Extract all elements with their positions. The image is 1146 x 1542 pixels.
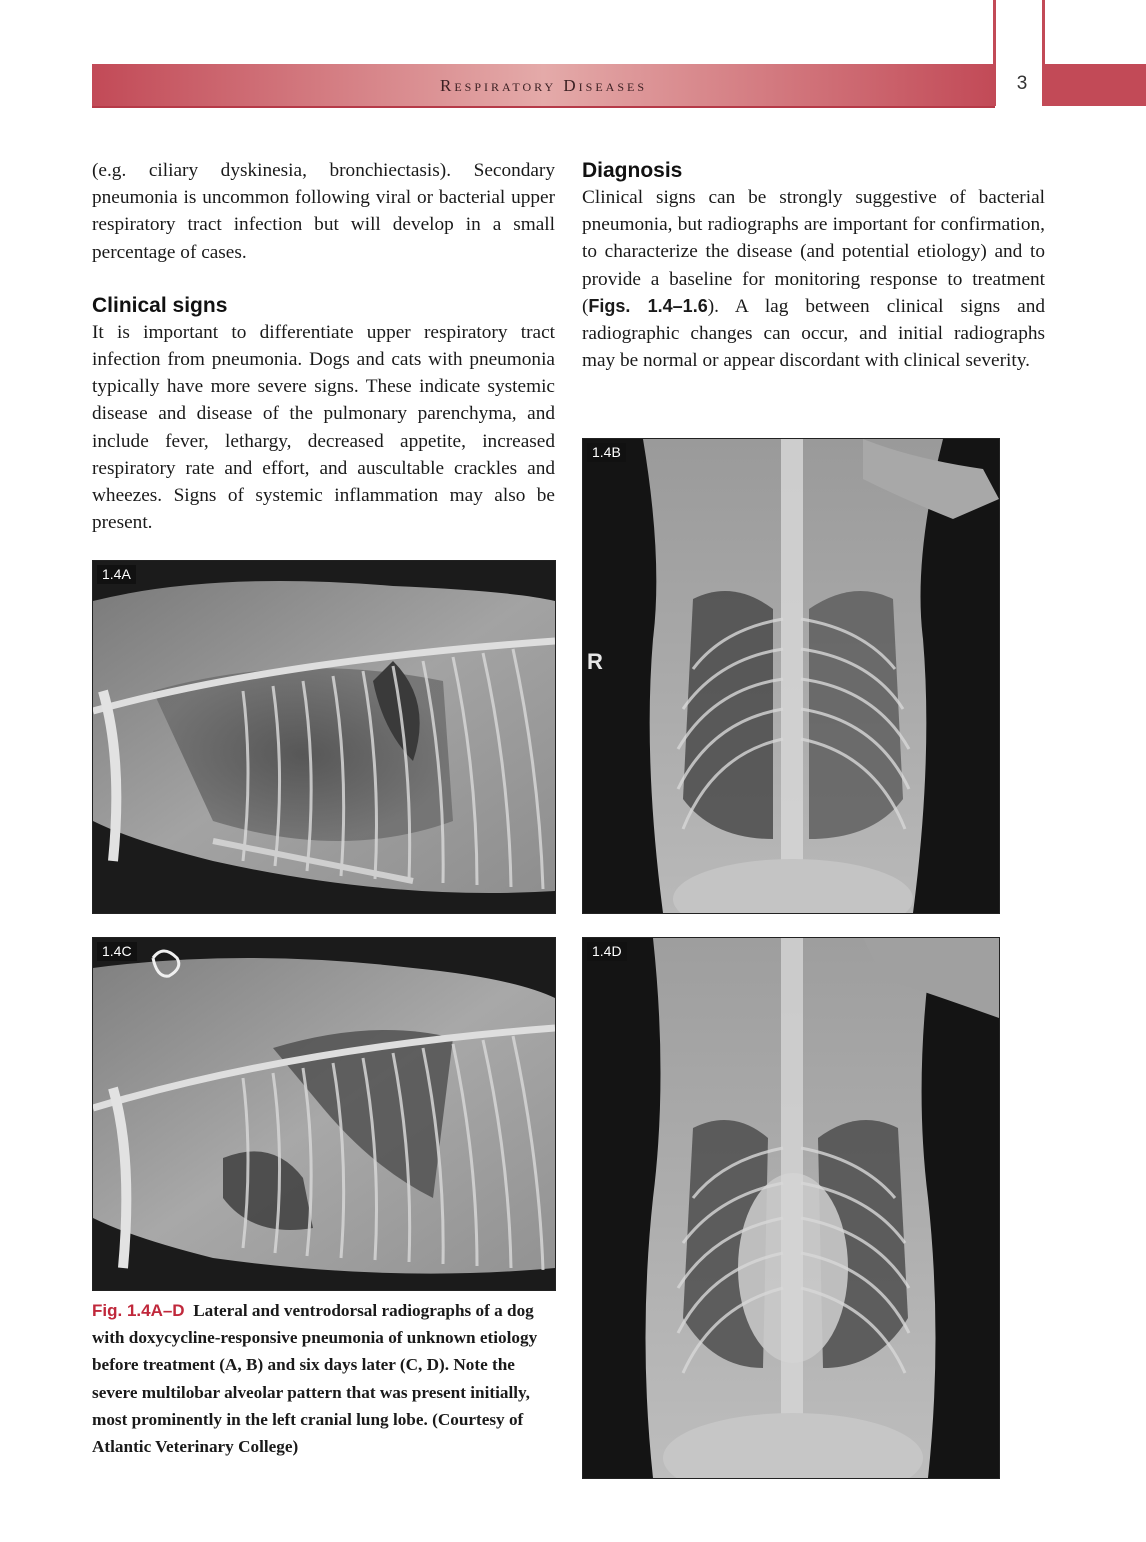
panel-label-a: 1.4A: [97, 565, 136, 584]
running-head-band: [92, 64, 995, 106]
radiograph-1-4d: [582, 937, 1000, 1479]
right-column: [582, 157, 1045, 374]
panel-label-b: 1.4B: [587, 443, 626, 462]
lateral-radiograph-image: [93, 938, 555, 1290]
ventrodorsal-radiograph-image: [583, 938, 999, 1478]
running-head: Respiratory Diseases: [439, 76, 647, 95]
lateral-radiograph-image: [93, 561, 555, 913]
figure-reference[interactable]: Figs. 1.4–1.6: [588, 295, 708, 316]
radiograph-1-4a: [92, 560, 556, 914]
diagnosis-heading: Diagnosis: [582, 159, 683, 182]
diagnosis-text-after: ). A lag between clinical signs and radiographic changes can occur, and initial radiographs may be normal or appear discordant with clinical severity.: [582, 295, 1045, 372]
clinical-signs-heading: Clinical signs: [92, 293, 228, 317]
diagnosis-text-before: Clinical signs can be strongly suggestive of bacterial pneumonia, but radiographs are important for confirmation, to characterize the disease (and potential etiology) and to provide a baseline for monitoring response to treatment (: [582, 187, 1045, 317]
header-rule-left: [993, 0, 996, 106]
figure-caption: [92, 1297, 547, 1460]
panel-label-d: 1.4D: [587, 942, 627, 961]
page-number: 3: [1016, 73, 1028, 94]
radiograph-1-4b: [582, 438, 1000, 914]
ventrodorsal-radiograph-image: [583, 439, 999, 913]
caption-label: Fig. 1.4A–D: [92, 1301, 185, 1320]
caption-text: Lateral and ventrodorsal radiographs of a dog with doxycycline-responsive pneumonia of unknown etiology before treatment (A, B) and six days later (C, D). Note the severe multilobar alveolar pattern that was present initially, most prominently in the left cranial lung lobe. (Courtesy of Atlantic Veterinary College): [92, 1301, 538, 1457]
side-marker: R: [587, 649, 603, 674]
panel-label-c: 1.4C: [97, 942, 137, 961]
left-column: [92, 157, 555, 536]
header-tab: [1045, 64, 1146, 106]
clinical-signs-paragraph: It is important to differentiate upper respiratory tract infection from pneumonia. Dogs and cats with pneumonia typically have more severe signs. These indicate systemic disease and disease of the pulmonary parenchyma, and include fever, lethargy, decreased appetite, increased respiratory rate and effort, and auscultable crackles and wheezes. Signs of systemic inflammation may also be present.: [92, 321, 555, 534]
radiograph-1-4c: [92, 937, 556, 1291]
intro-paragraph: (e.g. ciliary dyskinesia, bronchiectasis). Secondary pneumonia is uncommon following viral or bacterial upper respiratory tract infection but will develop in a small percentage of cases.: [92, 160, 555, 263]
diagnosis-paragraph: [582, 184, 1045, 374]
